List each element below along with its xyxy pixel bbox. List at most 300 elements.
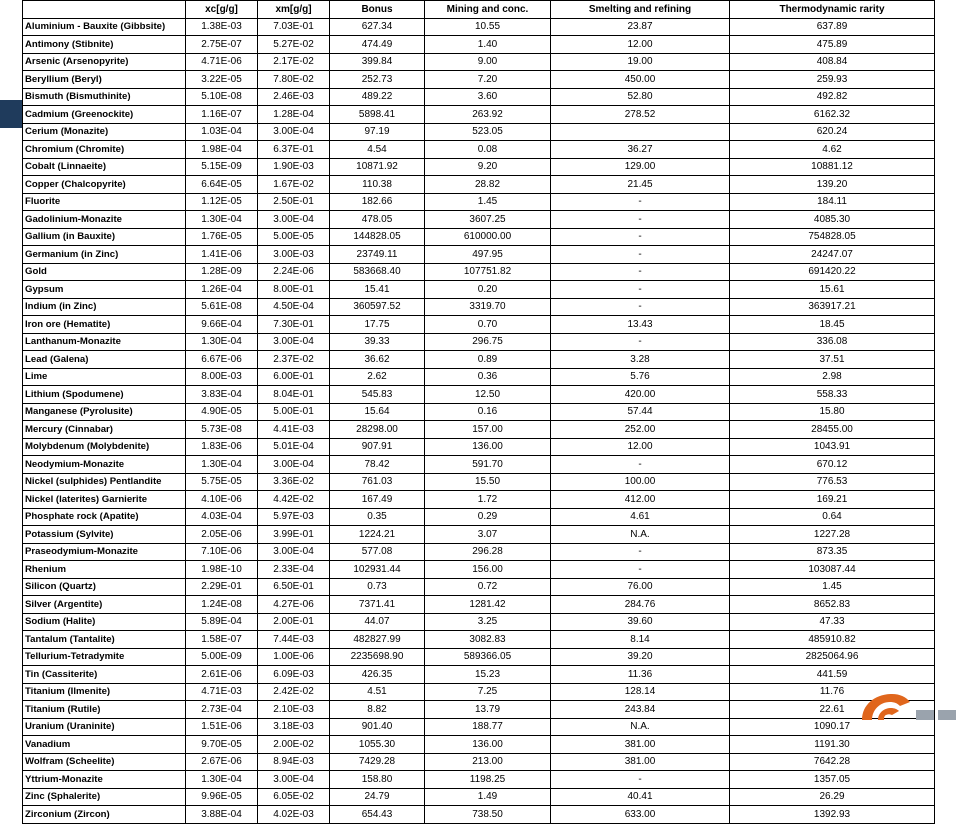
smelting-cell: - [551,333,730,351]
smelting-cell [551,123,730,141]
rarity-cell: 873.35 [730,543,935,561]
xm-cell: 3.00E-04 [258,771,330,789]
mining-cell: 3082.83 [425,631,551,649]
mineral-name-cell: Arsenic (Arsenopyrite) [23,53,186,71]
mining-cell: 523.05 [425,123,551,141]
rarity-cell: 441.59 [730,666,935,684]
table-row [23,403,935,421]
xc-cell: 6.64E-05 [186,176,258,194]
xm-cell: 2.17E-02 [258,53,330,71]
bonus-cell: 97.19 [330,123,425,141]
smelting-cell: 40.41 [551,788,730,806]
bonus-cell: 167.49 [330,491,425,509]
mineral-name-cell: Zirconium (Zircon) [23,806,186,824]
mineral-name-cell: Lithium (Spodumene) [23,386,186,404]
rarity-cell: 18.45 [730,316,935,334]
table-row [23,736,935,754]
mining-cell: 1.72 [425,491,551,509]
xm-cell: 6.50E-01 [258,578,330,596]
smelting-cell: 11.36 [551,666,730,684]
mineral-name-cell: Zinc (Sphalerite) [23,788,186,806]
xc-cell: 5.15E-09 [186,158,258,176]
xm-cell: 2.42E-02 [258,683,330,701]
mining-cell: 213.00 [425,753,551,771]
table-row [23,788,935,806]
rarity-cell: 28455.00 [730,421,935,439]
rarity-cell: 1357.05 [730,771,935,789]
mineral-name-cell: Neodymium-Monazite [23,456,186,474]
rarity-cell: 10881.12 [730,158,935,176]
mineral-name-cell: Chromium (Chromite) [23,141,186,159]
table-row [23,438,935,456]
table-row [23,158,935,176]
rarity-cell: 485910.82 [730,631,935,649]
xc-cell: 9.70E-05 [186,736,258,754]
rarity-cell: 776.53 [730,473,935,491]
xm-cell: 7.30E-01 [258,316,330,334]
bonus-cell: 577.08 [330,543,425,561]
bonus-cell: 545.83 [330,386,425,404]
thermodynamic-rarity-table [22,0,935,824]
mining-cell: 3.60 [425,88,551,106]
mining-cell: 0.70 [425,316,551,334]
xm-cell: 5.00E-01 [258,403,330,421]
table-row [23,701,935,719]
xc-cell: 1.58E-07 [186,631,258,649]
bonus-cell: 1224.21 [330,526,425,544]
bonus-cell: 39.33 [330,333,425,351]
table-row [23,806,935,824]
xc-cell: 3.88E-04 [186,806,258,824]
bonus-cell: 901.40 [330,718,425,736]
xm-cell: 2.24E-06 [258,263,330,281]
table-body [23,18,935,823]
company-logo [800,680,960,720]
table-row [23,193,935,211]
xc-cell: 2.29E-01 [186,578,258,596]
mining-cell: 1.49 [425,788,551,806]
bonus-cell: 907.91 [330,438,425,456]
smelting-cell: - [551,561,730,579]
mineral-name-cell: Nickel (sulphides) Pentlandite [23,473,186,491]
xc-cell: 1.98E-10 [186,561,258,579]
xm-cell: 4.27E-06 [258,596,330,614]
rarity-cell: 47.33 [730,613,935,631]
table-row [23,718,935,736]
rarity-cell: 7642.28 [730,753,935,771]
xm-cell: 3.00E-04 [258,333,330,351]
xm-cell: 7.80E-02 [258,71,330,89]
rarity-cell: 103087.44 [730,561,935,579]
mineral-name-cell: Phosphate rock (Apatite) [23,508,186,526]
mining-cell: 296.75 [425,333,551,351]
table-row [23,123,935,141]
xc-cell: 1.30E-04 [186,456,258,474]
smelting-cell: - [551,228,730,246]
rarity-cell: 8652.83 [730,596,935,614]
mining-cell: 589366.05 [425,648,551,666]
xm-cell: 2.46E-03 [258,88,330,106]
xm-cell: 6.09E-03 [258,666,330,684]
smelting-cell: 57.44 [551,403,730,421]
bonus-cell: 399.84 [330,53,425,71]
smelting-cell: - [551,263,730,281]
mining-cell: 15.23 [425,666,551,684]
xm-cell: 6.05E-02 [258,788,330,806]
mineral-name-cell: Germanium (in Zinc) [23,246,186,264]
table-row [23,176,935,194]
left-accent-bar [0,100,22,128]
mineral-name-cell: Titanium (Rutile) [23,701,186,719]
mining-cell: 610000.00 [425,228,551,246]
bonus-cell: 182.66 [330,193,425,211]
xm-cell: 5.00E-05 [258,228,330,246]
xc-cell: 3.83E-04 [186,386,258,404]
mineral-name-cell: Fluorite [23,193,186,211]
mining-cell: 1.40 [425,36,551,54]
xc-cell: 4.90E-05 [186,403,258,421]
bonus-cell: 15.41 [330,281,425,299]
mineral-name-cell: Gold [23,263,186,281]
table-row [23,263,935,281]
mining-cell: 591.70 [425,456,551,474]
mineral-name-cell: Rhenium [23,561,186,579]
smelting-cell: - [551,771,730,789]
mineral-name-cell: Bismuth (Bismuthinite) [23,88,186,106]
mining-cell: 136.00 [425,438,551,456]
smelting-cell: 412.00 [551,491,730,509]
rarity-cell: 1.45 [730,578,935,596]
rarity-cell: 620.24 [730,123,935,141]
xc-cell: 2.75E-07 [186,36,258,54]
bonus-cell: 478.05 [330,211,425,229]
xc-cell: 1.51E-06 [186,718,258,736]
table-row [23,771,935,789]
table-row [23,473,935,491]
smelting-cell: 243.84 [551,701,730,719]
smelting-cell: - [551,246,730,264]
xc-cell: 2.61E-06 [186,666,258,684]
smelting-cell: 19.00 [551,53,730,71]
xm-cell: 7.03E-01 [258,18,330,36]
xm-cell: 1.67E-02 [258,176,330,194]
rarity-cell: 2.98 [730,368,935,386]
bonus-cell: 583668.40 [330,263,425,281]
smelting-cell: - [551,281,730,299]
smelting-cell: - [551,211,730,229]
rarity-cell: 11.76 [730,683,935,701]
header-xm: xm[g/g] [258,1,330,19]
xm-cell: 4.02E-03 [258,806,330,824]
rarity-cell: 1392.93 [730,806,935,824]
xm-cell: 4.41E-03 [258,421,330,439]
smelting-cell: 52.80 [551,88,730,106]
rarity-cell: 1090.17 [730,718,935,736]
bonus-cell: 8.82 [330,701,425,719]
table-row [23,316,935,334]
rarity-cell: 4085.30 [730,211,935,229]
rarity-cell: 363917.21 [730,298,935,316]
bonus-cell: 2235698.90 [330,648,425,666]
header-xc: xc[g/g] [186,1,258,19]
xc-cell: 4.10E-06 [186,491,258,509]
bonus-cell: 7371.41 [330,596,425,614]
table-container [22,0,934,820]
smelting-cell: 3.28 [551,351,730,369]
xm-cell: 7.44E-03 [258,631,330,649]
bonus-cell: 0.73 [330,578,425,596]
rarity-cell: 336.08 [730,333,935,351]
xm-cell: 2.00E-01 [258,613,330,631]
mineral-name-cell: Titanium (Ilmenite) [23,683,186,701]
mineral-name-cell: Silicon (Quartz) [23,578,186,596]
mining-cell: 1.45 [425,193,551,211]
table-row [23,613,935,631]
xm-cell: 5.27E-02 [258,36,330,54]
table-row [23,526,935,544]
mineral-name-cell: Lime [23,368,186,386]
xm-cell: 3.00E-04 [258,456,330,474]
table-row [23,228,935,246]
rarity-cell: 637.89 [730,18,935,36]
smelting-cell: - [551,193,730,211]
mining-cell: 28.82 [425,176,551,194]
table-row [23,666,935,684]
table-row [23,36,935,54]
mineral-name-cell: Mercury (Cinnabar) [23,421,186,439]
smelting-cell: 129.00 [551,158,730,176]
bonus-cell: 360597.52 [330,298,425,316]
header-mining: Mining and conc. [425,1,551,19]
xm-cell: 3.36E-02 [258,473,330,491]
mineral-name-cell: Lead (Galena) [23,351,186,369]
mineral-name-cell: Iron ore (Hematite) [23,316,186,334]
rarity-cell: 259.93 [730,71,935,89]
smelting-cell: 36.27 [551,141,730,159]
mineral-name-cell: Sodium (Halite) [23,613,186,631]
xm-cell: 3.18E-03 [258,718,330,736]
bonus-cell: 144828.05 [330,228,425,246]
smelting-cell: 5.76 [551,368,730,386]
bonus-cell: 28298.00 [330,421,425,439]
bonus-cell: 252.73 [330,71,425,89]
xc-cell: 1.41E-06 [186,246,258,264]
rarity-cell: 37.51 [730,351,935,369]
xc-cell: 1.03E-04 [186,123,258,141]
header-rarity: Thermodynamic rarity [730,1,935,19]
mineral-name-cell: Nickel (laterites) Garnierite [23,491,186,509]
mining-cell: 10.55 [425,18,551,36]
smelting-cell: 450.00 [551,71,730,89]
smelting-cell: - [551,543,730,561]
mining-cell: 0.20 [425,281,551,299]
rarity-cell: 754828.05 [730,228,935,246]
bonus-cell: 23749.11 [330,246,425,264]
table-row [23,631,935,649]
bonus-cell: 24.79 [330,788,425,806]
xc-cell: 1.76E-05 [186,228,258,246]
mineral-name-cell: Copper (Chalcopyrite) [23,176,186,194]
xm-cell: 8.04E-01 [258,386,330,404]
bonus-cell: 4.54 [330,141,425,159]
rarity-cell: 26.29 [730,788,935,806]
xc-cell: 5.10E-08 [186,88,258,106]
bonus-cell: 426.35 [330,666,425,684]
table-row [23,543,935,561]
xc-cell: 1.16E-07 [186,106,258,124]
mining-cell: 1198.25 [425,771,551,789]
mining-cell: 157.00 [425,421,551,439]
mineral-name-cell: Wolfram (Scheelite) [23,753,186,771]
rarity-cell: 184.11 [730,193,935,211]
mining-cell: 3.25 [425,613,551,631]
bonus-cell: 36.62 [330,351,425,369]
xm-cell: 5.97E-03 [258,508,330,526]
bonus-cell: 17.75 [330,316,425,334]
xm-cell: 1.00E-06 [258,648,330,666]
rarity-cell: 4.62 [730,141,935,159]
bonus-cell: 654.43 [330,806,425,824]
bonus-cell: 489.22 [330,88,425,106]
rarity-cell: 15.80 [730,403,935,421]
xc-cell: 5.75E-05 [186,473,258,491]
mineral-name-cell: Cobalt (Linnaeite) [23,158,186,176]
mining-cell: 3607.25 [425,211,551,229]
table-row [23,508,935,526]
rarity-cell: 670.12 [730,456,935,474]
table-row [23,561,935,579]
table-row [23,141,935,159]
xm-cell: 2.37E-02 [258,351,330,369]
mining-cell: 296.28 [425,543,551,561]
table-row [23,88,935,106]
xm-cell: 3.00E-04 [258,211,330,229]
xm-cell: 3.00E-04 [258,543,330,561]
smelting-cell: 633.00 [551,806,730,824]
bonus-cell: 110.38 [330,176,425,194]
mineral-name-cell: Tantalum (Tantalite) [23,631,186,649]
bonus-cell: 102931.44 [330,561,425,579]
bonus-cell: 0.35 [330,508,425,526]
smelting-cell: 420.00 [551,386,730,404]
xm-cell: 6.00E-01 [258,368,330,386]
rarity-cell: 6162.32 [730,106,935,124]
xc-cell: 5.61E-08 [186,298,258,316]
logo-mark-icon [916,710,956,720]
xc-cell: 1.12E-05 [186,193,258,211]
smelting-cell: 12.00 [551,438,730,456]
table-row [23,106,935,124]
smelting-cell: 381.00 [551,753,730,771]
xc-cell: 1.30E-04 [186,211,258,229]
smelting-cell: 128.14 [551,683,730,701]
mining-cell: 107751.82 [425,263,551,281]
table-row [23,648,935,666]
smelting-cell: 76.00 [551,578,730,596]
xc-cell: 4.03E-04 [186,508,258,526]
table-row [23,18,935,36]
header-bonus: Bonus [330,1,425,19]
mineral-name-cell: Silver (Argentite) [23,596,186,614]
table-header-row [23,1,935,19]
table-row [23,753,935,771]
table-row [23,386,935,404]
mineral-name-cell: Uranium (Uraninite) [23,718,186,736]
xc-cell: 1.24E-08 [186,596,258,614]
rarity-cell: 1191.30 [730,736,935,754]
xm-cell: 2.10E-03 [258,701,330,719]
mining-cell: 0.29 [425,508,551,526]
mining-cell: 738.50 [425,806,551,824]
xm-cell: 8.00E-01 [258,281,330,299]
rarity-cell: 2825064.96 [730,648,935,666]
bonus-cell: 5898.41 [330,106,425,124]
mining-cell: 188.77 [425,718,551,736]
rarity-cell: 691420.22 [730,263,935,281]
header-mineral [23,1,186,19]
xm-cell: 1.90E-03 [258,158,330,176]
rarity-cell: 169.21 [730,491,935,509]
smelting-cell: 8.14 [551,631,730,649]
mining-cell: 15.50 [425,473,551,491]
smelting-cell: 284.76 [551,596,730,614]
mining-cell: 0.08 [425,141,551,159]
mining-cell: 9.00 [425,53,551,71]
rarity-cell: 22.61 [730,701,935,719]
rarity-cell: 24247.07 [730,246,935,264]
mining-cell: 0.89 [425,351,551,369]
rarity-cell: 492.82 [730,88,935,106]
table-row [23,281,935,299]
xc-cell: 5.00E-09 [186,648,258,666]
mineral-name-cell: Tin (Cassiterite) [23,666,186,684]
mineral-name-cell: Aluminium - Bauxite (Gibbsite) [23,18,186,36]
mining-cell: 263.92 [425,106,551,124]
bonus-cell: 474.49 [330,36,425,54]
mining-cell: 13.79 [425,701,551,719]
mineral-name-cell: Gypsum [23,281,186,299]
table-row [23,491,935,509]
rarity-cell: 558.33 [730,386,935,404]
mineral-name-cell: Yttrium-Monazite [23,771,186,789]
table-row [23,351,935,369]
xc-cell: 2.73E-04 [186,701,258,719]
rarity-cell: 15.61 [730,281,935,299]
bonus-cell: 78.42 [330,456,425,474]
table-row [23,421,935,439]
xc-cell: 2.67E-06 [186,753,258,771]
mineral-name-cell: Tellurium-Tetradymite [23,648,186,666]
mineral-name-cell: Gallium (in Bauxite) [23,228,186,246]
smelting-cell: 12.00 [551,36,730,54]
xc-cell: 2.05E-06 [186,526,258,544]
xm-cell: 8.94E-03 [258,753,330,771]
mineral-name-cell: Beryllium (Beryl) [23,71,186,89]
xc-cell: 1.26E-04 [186,281,258,299]
rarity-cell: 0.64 [730,508,935,526]
bonus-cell: 158.80 [330,771,425,789]
table-row [23,578,935,596]
mineral-name-cell: Antimony (Stibnite) [23,36,186,54]
xc-cell: 5.89E-04 [186,613,258,631]
table-row [23,211,935,229]
smelting-cell: N.A. [551,718,730,736]
mining-cell: 7.20 [425,71,551,89]
xm-cell: 3.00E-03 [258,246,330,264]
smelting-cell: 39.20 [551,648,730,666]
mining-cell: 0.72 [425,578,551,596]
mining-cell: 3.07 [425,526,551,544]
